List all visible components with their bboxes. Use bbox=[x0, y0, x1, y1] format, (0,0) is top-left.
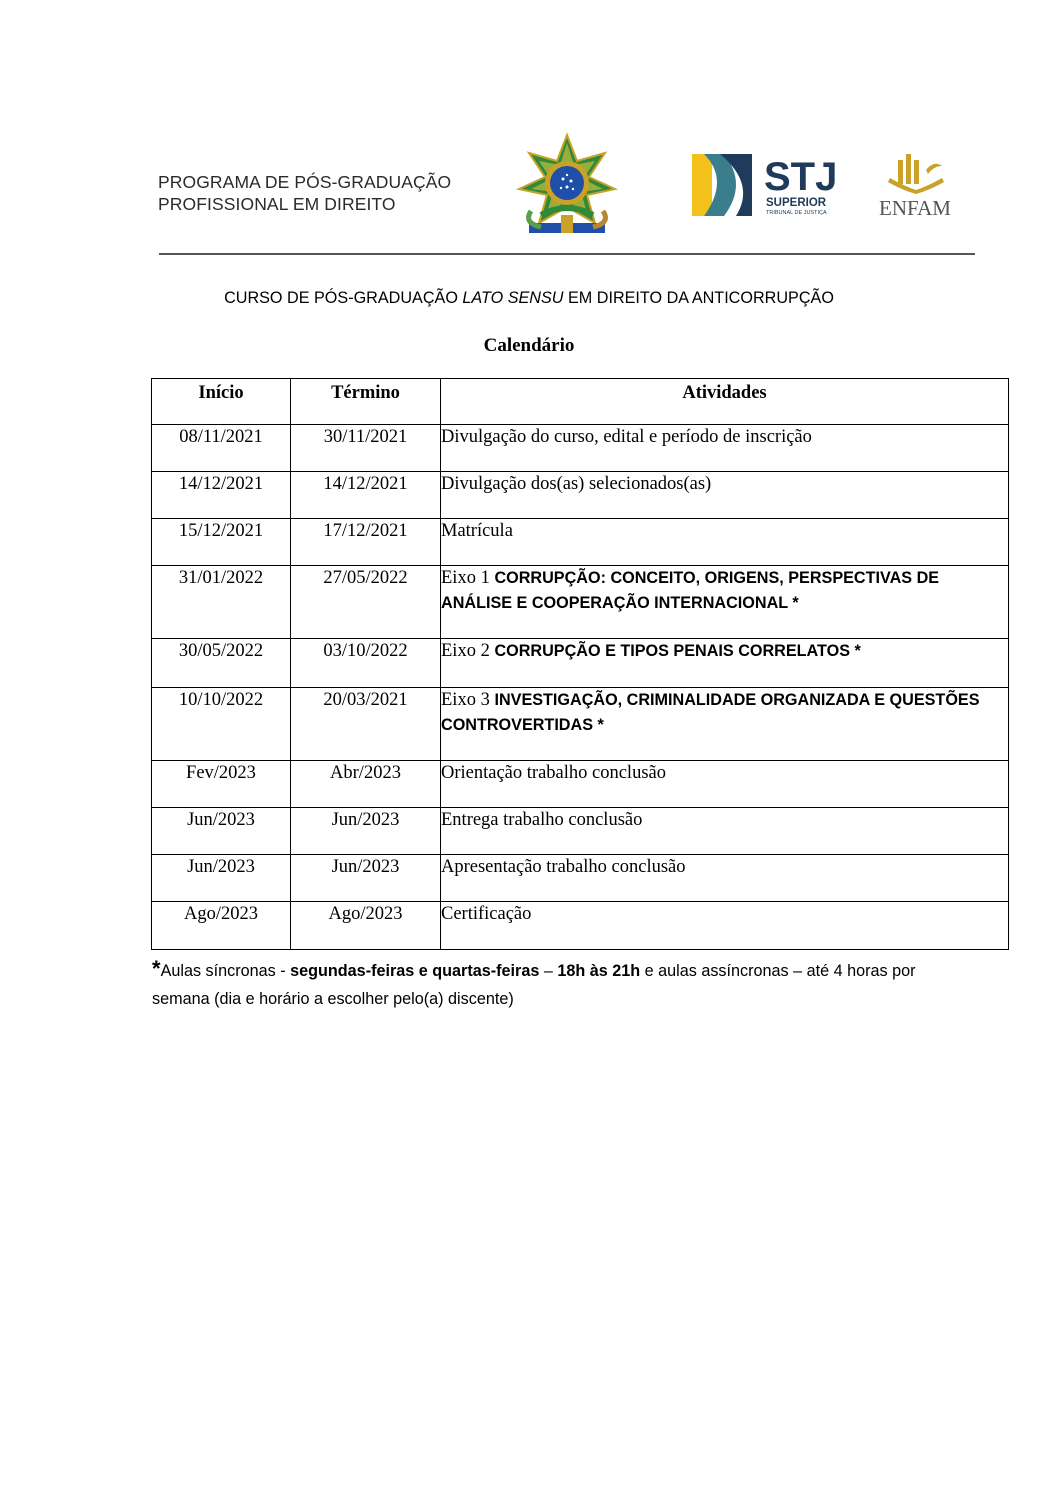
table-row bbox=[152, 519, 1009, 566]
cell-inicio: 31/01/2022 bbox=[152, 566, 291, 639]
calendar-title: Calendário bbox=[483, 335, 575, 356]
activity-axis-title: INVESTIGAÇÃO, CRIMINALIDADE ORGANIZADA E QUESTÕES CONTROVERTIDAS * bbox=[441, 691, 980, 734]
cell-atividade bbox=[441, 425, 1009, 472]
cell-atividade bbox=[441, 519, 1009, 566]
stj-logo-text: STJ bbox=[764, 155, 838, 199]
footnote: *Aulas síncronas - segundas-feiras e quartas-feiras – 18h às 21h e aulas assíncronas – até 4 horas por semana (dia e horário a escolher pelo(a) discente) bbox=[152, 956, 916, 1008]
table-row bbox=[152, 902, 1009, 950]
enfam-logo bbox=[876, 150, 968, 220]
header-termino: Término bbox=[291, 379, 441, 425]
cell-termino: Ago/2023 bbox=[291, 902, 441, 950]
table-header-row bbox=[152, 379, 1009, 425]
header-divider bbox=[159, 253, 975, 255]
stj-logo-sub1: SUPERIOR bbox=[766, 197, 827, 209]
header-inicio: Início bbox=[152, 379, 291, 425]
activity-axis-title: CORRUPÇÃO E TIPOS PENAIS CORRELATOS * bbox=[494, 642, 861, 660]
activity-text: Divulgação dos(as) selecionados(as) bbox=[441, 474, 712, 494]
table-row bbox=[152, 639, 1009, 688]
header-atividades: Atividades bbox=[441, 379, 1009, 425]
stj-logo bbox=[690, 150, 842, 220]
cell-atividade bbox=[441, 472, 1009, 519]
brazil-coat-of-arms-icon bbox=[511, 131, 623, 241]
cell-inicio: 30/05/2022 bbox=[152, 639, 291, 688]
cell-atividade bbox=[441, 566, 1009, 639]
cell-inicio: 08/11/2021 bbox=[152, 425, 291, 472]
activity-axis-title: CORRUPÇÃO: CONCEITO, ORIGENS, PERSPECTIVAS DE ANÁLISE E COOPERAÇÃO INTERNACIONAL * bbox=[441, 569, 940, 612]
cell-termino: Jun/2023 bbox=[291, 808, 441, 855]
cell-termino: 30/11/2021 bbox=[291, 425, 441, 472]
cell-inicio: Jun/2023 bbox=[152, 808, 291, 855]
cell-termino: 03/10/2022 bbox=[291, 639, 441, 688]
cell-termino: 14/12/2021 bbox=[291, 472, 441, 519]
cell-termino: 27/05/2022 bbox=[291, 566, 441, 639]
cell-atividade bbox=[441, 808, 1009, 855]
activity-text: Eixo 3 bbox=[441, 690, 495, 710]
activity-text: Entrega trabalho conclusão bbox=[441, 810, 643, 830]
course-title: CURSO DE PÓS-GRADUAÇÃO LATO SENSU EM DIREITO DA ANTICORRUPÇÃO bbox=[224, 289, 834, 307]
cell-termino: Abr/2023 bbox=[291, 761, 441, 808]
cell-inicio: Ago/2023 bbox=[152, 902, 291, 950]
cell-termino: 17/12/2021 bbox=[291, 519, 441, 566]
table-row bbox=[152, 566, 1009, 639]
activity-text: Apresentação trabalho conclusão bbox=[441, 857, 686, 877]
table-row bbox=[152, 808, 1009, 855]
activity-text: Divulgação do curso, edital e período de inscrição bbox=[441, 427, 812, 447]
cell-inicio: 15/12/2021 bbox=[152, 519, 291, 566]
table-row bbox=[152, 472, 1009, 519]
cell-termino: Jun/2023 bbox=[291, 855, 441, 902]
cell-inicio: Fev/2023 bbox=[152, 761, 291, 808]
program-title-line2: PROFISSIONAL EM DIREITO bbox=[158, 194, 396, 214]
cell-atividade bbox=[441, 688, 1009, 761]
stj-logo-sub2: TRIBUNAL DE JUSTIÇA bbox=[766, 210, 827, 216]
activity-text: Orientação trabalho conclusão bbox=[441, 763, 666, 783]
table-row bbox=[152, 425, 1009, 472]
enfam-logo-text: ENFAM bbox=[879, 196, 951, 220]
cell-inicio: 10/10/2022 bbox=[152, 688, 291, 761]
cell-inicio: Jun/2023 bbox=[152, 855, 291, 902]
table-row bbox=[152, 855, 1009, 902]
cell-atividade bbox=[441, 902, 1009, 950]
activity-text: Certificação bbox=[441, 904, 532, 924]
program-title-line1: PROGRAMA DE PÓS-GRADUAÇÃO bbox=[158, 172, 452, 192]
activity-text: Matrícula bbox=[441, 521, 513, 541]
cell-atividade bbox=[441, 855, 1009, 902]
program-title bbox=[158, 171, 451, 215]
calendar-table bbox=[151, 378, 1009, 950]
activity-text: Eixo 2 bbox=[441, 641, 495, 661]
cell-termino: 20/03/2021 bbox=[291, 688, 441, 761]
cell-atividade bbox=[441, 761, 1009, 808]
cell-atividade bbox=[441, 639, 1009, 688]
table-row bbox=[152, 761, 1009, 808]
table-row bbox=[152, 688, 1009, 761]
cell-inicio: 14/12/2021 bbox=[152, 472, 291, 519]
activity-text: Eixo 1 bbox=[441, 568, 495, 588]
